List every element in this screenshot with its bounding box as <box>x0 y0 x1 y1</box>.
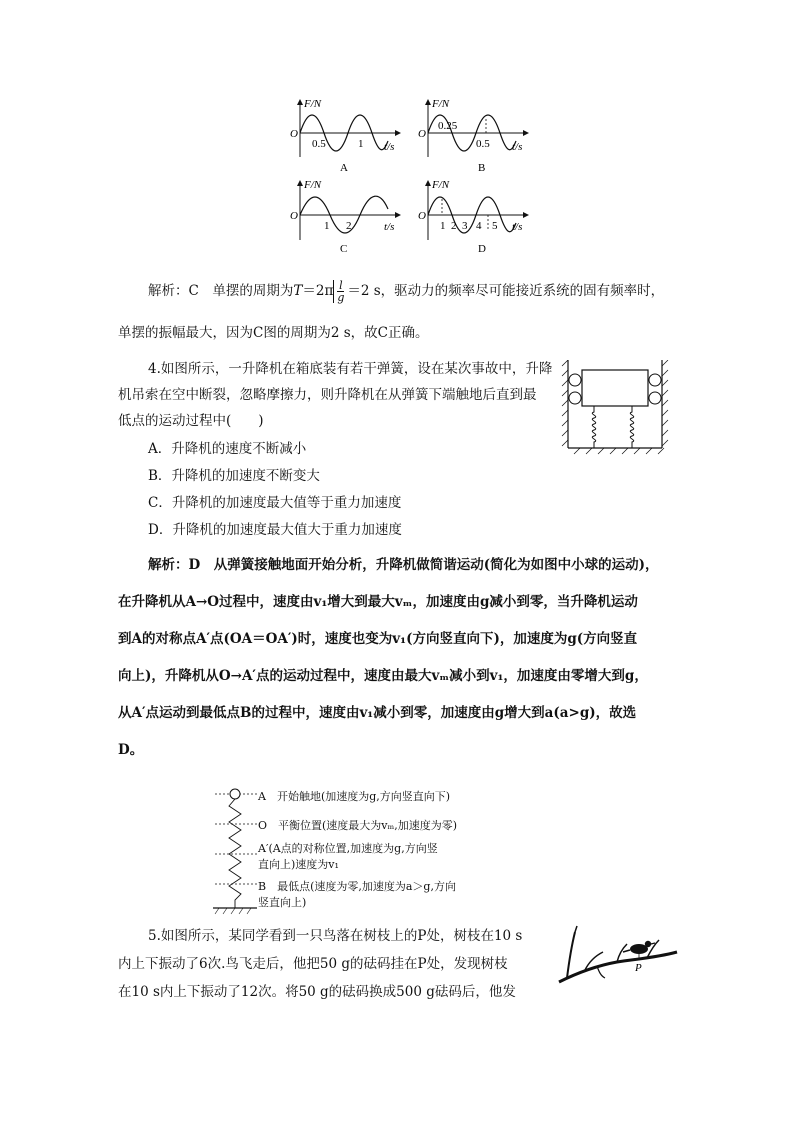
spring-label-a: A 开始触地(加速度为g,方向竖直向下) <box>258 790 451 803</box>
q4-line-2: 机吊索在空中断裂，忽略摩擦力，则升降机在从弹簧下端触地后直到最 <box>118 387 537 403</box>
branch-bird-figure <box>555 922 685 987</box>
q4-line-3: 低点的运动过程中( ) <box>118 413 264 429</box>
spring-label-a-prime-2: 直向上)速度为v₁ <box>258 858 339 871</box>
graph-b-tick-1: 0.25 <box>438 120 458 132</box>
q4-analysis-line-3: 到A的对称点A′点(OA＝OA′)时，速度也变为v₁(方向竖直向下)，加速度为g(方向竖直 <box>118 631 638 647</box>
graph-d-ylabel: F/N <box>432 179 450 191</box>
graph-d <box>418 179 528 255</box>
q4-option-c: C．升降机的加速度最大值等于重力加速度 <box>148 495 402 511</box>
spring-motion-diagram <box>205 782 265 917</box>
graph-a-ylabel: F/N <box>304 98 322 110</box>
graph-d-origin: O <box>418 210 426 222</box>
branch-point-label: P <box>635 962 642 974</box>
spring-label-b-1: B 最低点(速度为零,加速度为a＞g,方向 <box>258 880 456 893</box>
graph-a <box>290 98 400 174</box>
sqrt-fraction: $\frac{l}{g}$ <box>333 280 347 303</box>
spring-label-b-2: 竖直向上) <box>258 896 307 909</box>
q4-analysis-line-6: D。 <box>118 742 144 758</box>
graph-c-caption: C <box>340 243 348 255</box>
spring-label-o: O 平衡位置(速度最大为vₘ,加速度为零) <box>258 819 458 832</box>
graph-a-tick-1: 0.5 <box>312 138 326 150</box>
graph-d-xlabel: t/s <box>512 221 523 233</box>
q4-analysis-line-5: 从A′点运动到最低点B的过程中，速度由v₁减小到零，加速度由g增大到a(a>g)，故选 <box>118 705 637 721</box>
graph-a-tick-2: 1 <box>358 138 364 150</box>
graph-d-tick-4: 4 <box>476 220 482 232</box>
q4-analysis-line-2: 在升降机从A→O过程中，速度由v₁增大到最大vₘ，加速度由g减小到零，当升降机运动 <box>118 594 638 610</box>
graph-d-tick-3: 3 <box>462 220 468 232</box>
force-time-graphs <box>280 95 540 255</box>
q4-analysis-line-4: 向上)，升降机从O→A′点的运动过程中，速度由最大vₘ减小到v₁，加速度由零增大到g， <box>118 668 648 684</box>
q4-option-a: A．升降机的速度不断减小 <box>148 441 307 457</box>
graph-b <box>418 98 528 174</box>
graph-a-caption: A <box>340 162 348 174</box>
graph-a-xlabel: t/s <box>384 141 395 153</box>
q5-line-1: 5.如图所示，某同学看到一只鸟落在树枝上的P处，树枝在10 s <box>148 928 523 944</box>
graph-d-caption: D <box>478 243 486 255</box>
q5-line-3: 在10 s内上下振动了12次。将50 g的砝码换成500 g砝码后，他发 <box>118 984 516 1000</box>
q4-line-1: 4.如图所示，一升降机在箱底装有若干弹簧，设在某次事故中，升降 <box>148 361 553 377</box>
graph-b-ylabel: F/N <box>432 98 450 110</box>
q3-analysis-line-1: 解析：C 单摆的周期为T＝2π $\frac{l}{g}$ ＝2 s，驱动力的频率尽可能接近系统的固有频率时， <box>148 279 665 304</box>
graph-d-tick-2: 2 <box>451 220 457 232</box>
q5-line-2: 内上下振动了6次.鸟飞走后，他把50 g的砝码挂在P处，发现树枝 <box>118 956 508 972</box>
graph-c-ylabel: F/N <box>304 179 322 191</box>
q4-option-d: D．升降机的加速度最大值大于重力加速度 <box>148 522 402 538</box>
graph-c-origin: O <box>290 210 298 222</box>
q4-analysis-line-1: 解析：D 从弹簧接触地面开始分析，升降机做简谐运动(简化为如图中小球的运动)， <box>148 557 659 573</box>
q3-analysis-line-2: 单摆的振幅最大，因为C图的周期为2 s，故C正确。 <box>118 325 429 341</box>
q4-option-b: B．升降机的加速度不断变大 <box>148 468 320 484</box>
elevator-figure <box>560 360 670 455</box>
graph-c-tick-1: 1 <box>324 220 330 232</box>
graph-b-tick-2: 0.5 <box>476 138 490 150</box>
graph-c <box>290 179 400 255</box>
graph-b-caption: B <box>478 162 486 174</box>
graph-d-tick-5: 5 <box>492 220 498 232</box>
graph-c-tick-2: 2 <box>346 220 352 232</box>
graph-b-origin: O <box>418 128 426 140</box>
spring-label-a-prime-1: A′(A点的对称位置,加速度为g,方向竖 <box>258 842 438 855</box>
graph-b-xlabel: t/s <box>512 141 523 153</box>
graph-c-xlabel: t/s <box>384 221 395 233</box>
graph-d-tick-1: 1 <box>440 220 446 232</box>
graph-a-origin: O <box>290 128 298 140</box>
